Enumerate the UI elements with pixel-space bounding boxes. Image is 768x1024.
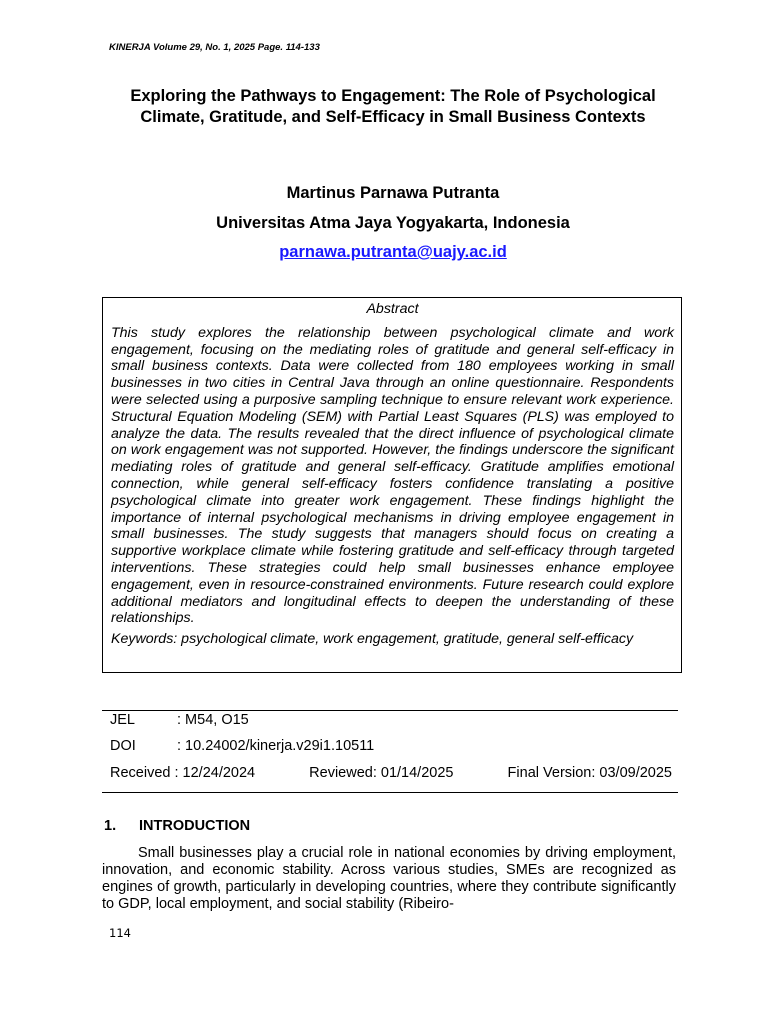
received-date: Received : 12/24/2024 (110, 765, 256, 781)
abstract-box (102, 297, 682, 673)
final-version-date: Final Version: 03/09/2025 (507, 765, 672, 781)
doi-value: : 10.24002/kinerja.v29i1.10511 (177, 738, 375, 754)
section-number: 1. (104, 818, 117, 834)
doi-label: DOI (110, 738, 136, 754)
jel-label: JEL (110, 712, 135, 728)
jel-row (110, 712, 249, 728)
meta-divider-top (102, 710, 678, 711)
section-title: INTRODUCTION (139, 818, 251, 834)
dates-row (110, 765, 672, 781)
doi-row (110, 738, 374, 754)
jel-value: : M54, O15 (177, 712, 249, 728)
journal-header: KINERJA Volume 29, No. 1, 2025 Page. 114-133 (109, 42, 320, 53)
abstract-keywords: Keywords: psychological climate, work engagement, gratitude, general self-efficacy (111, 631, 634, 648)
paper-title: Exploring the Pathways to Engagement: The Role of Psychological Climate, Gratitude, and Self-Efficacy in Small Business Contexts (130, 87, 656, 126)
introduction-paragraph: Small businesses play a crucial role in national economies by driving employment, innovation, and economic stability. Across various studies, SMEs are recognized as engines of growth, particularly in developing countries, where they contribute significantly to GDP, local employment, and social stability (Ribeiro- (102, 845, 676, 912)
abstract-body: This study explores the relationship between psychological climate and work engagement, focusing on the mediating roles of gratitude and general self-efficacy in small business contexts. Data were collected from 180 employees working in small businesses in two cities in Central Java through an online questionnaire. Respondents were selected using a purposive sampling technique to ensure relevant work experience. Structural Equation Modeling (SEM) with Partial Least Squares (PLS) was employed to analyze the data. The results revealed that the direct influence of psychological climate on work engagement was not supported. However, the findings underscore the significant mediating roles of gratitude and general self-efficacy. Gratitude amplifies emotional connection, while general self-efficacy fosters confidence translating a positive psychological climate into greater work engagement. These findings highlight the importance of internal psychological mechanisms in driving employee engagement in small businesses. The study suggests that managers should focus on creating a supportive workplace climate while fostering gratitude and self-efficacy through targeted interventions. These strategies could help small businesses enhance employee engagement, even in resource-constrained environments. Future research could explore additional mediators and longitudinal effects to deepen the understanding of these relationships. (111, 324, 674, 627)
author-email-link[interactable]: parnawa.putranta@uajy.ac.id (279, 243, 507, 261)
page-number: 114 (109, 926, 131, 940)
section-heading-introduction (104, 818, 250, 834)
abstract-heading: Abstract (366, 301, 419, 317)
meta-divider-bottom (102, 792, 678, 793)
reviewed-date: Reviewed: 01/14/2025 (309, 765, 454, 781)
author-affiliation: Universitas Atma Jaya Yogyakarta, Indonesia (216, 214, 570, 232)
author-name: Martinus Parnawa Putranta (286, 184, 500, 202)
